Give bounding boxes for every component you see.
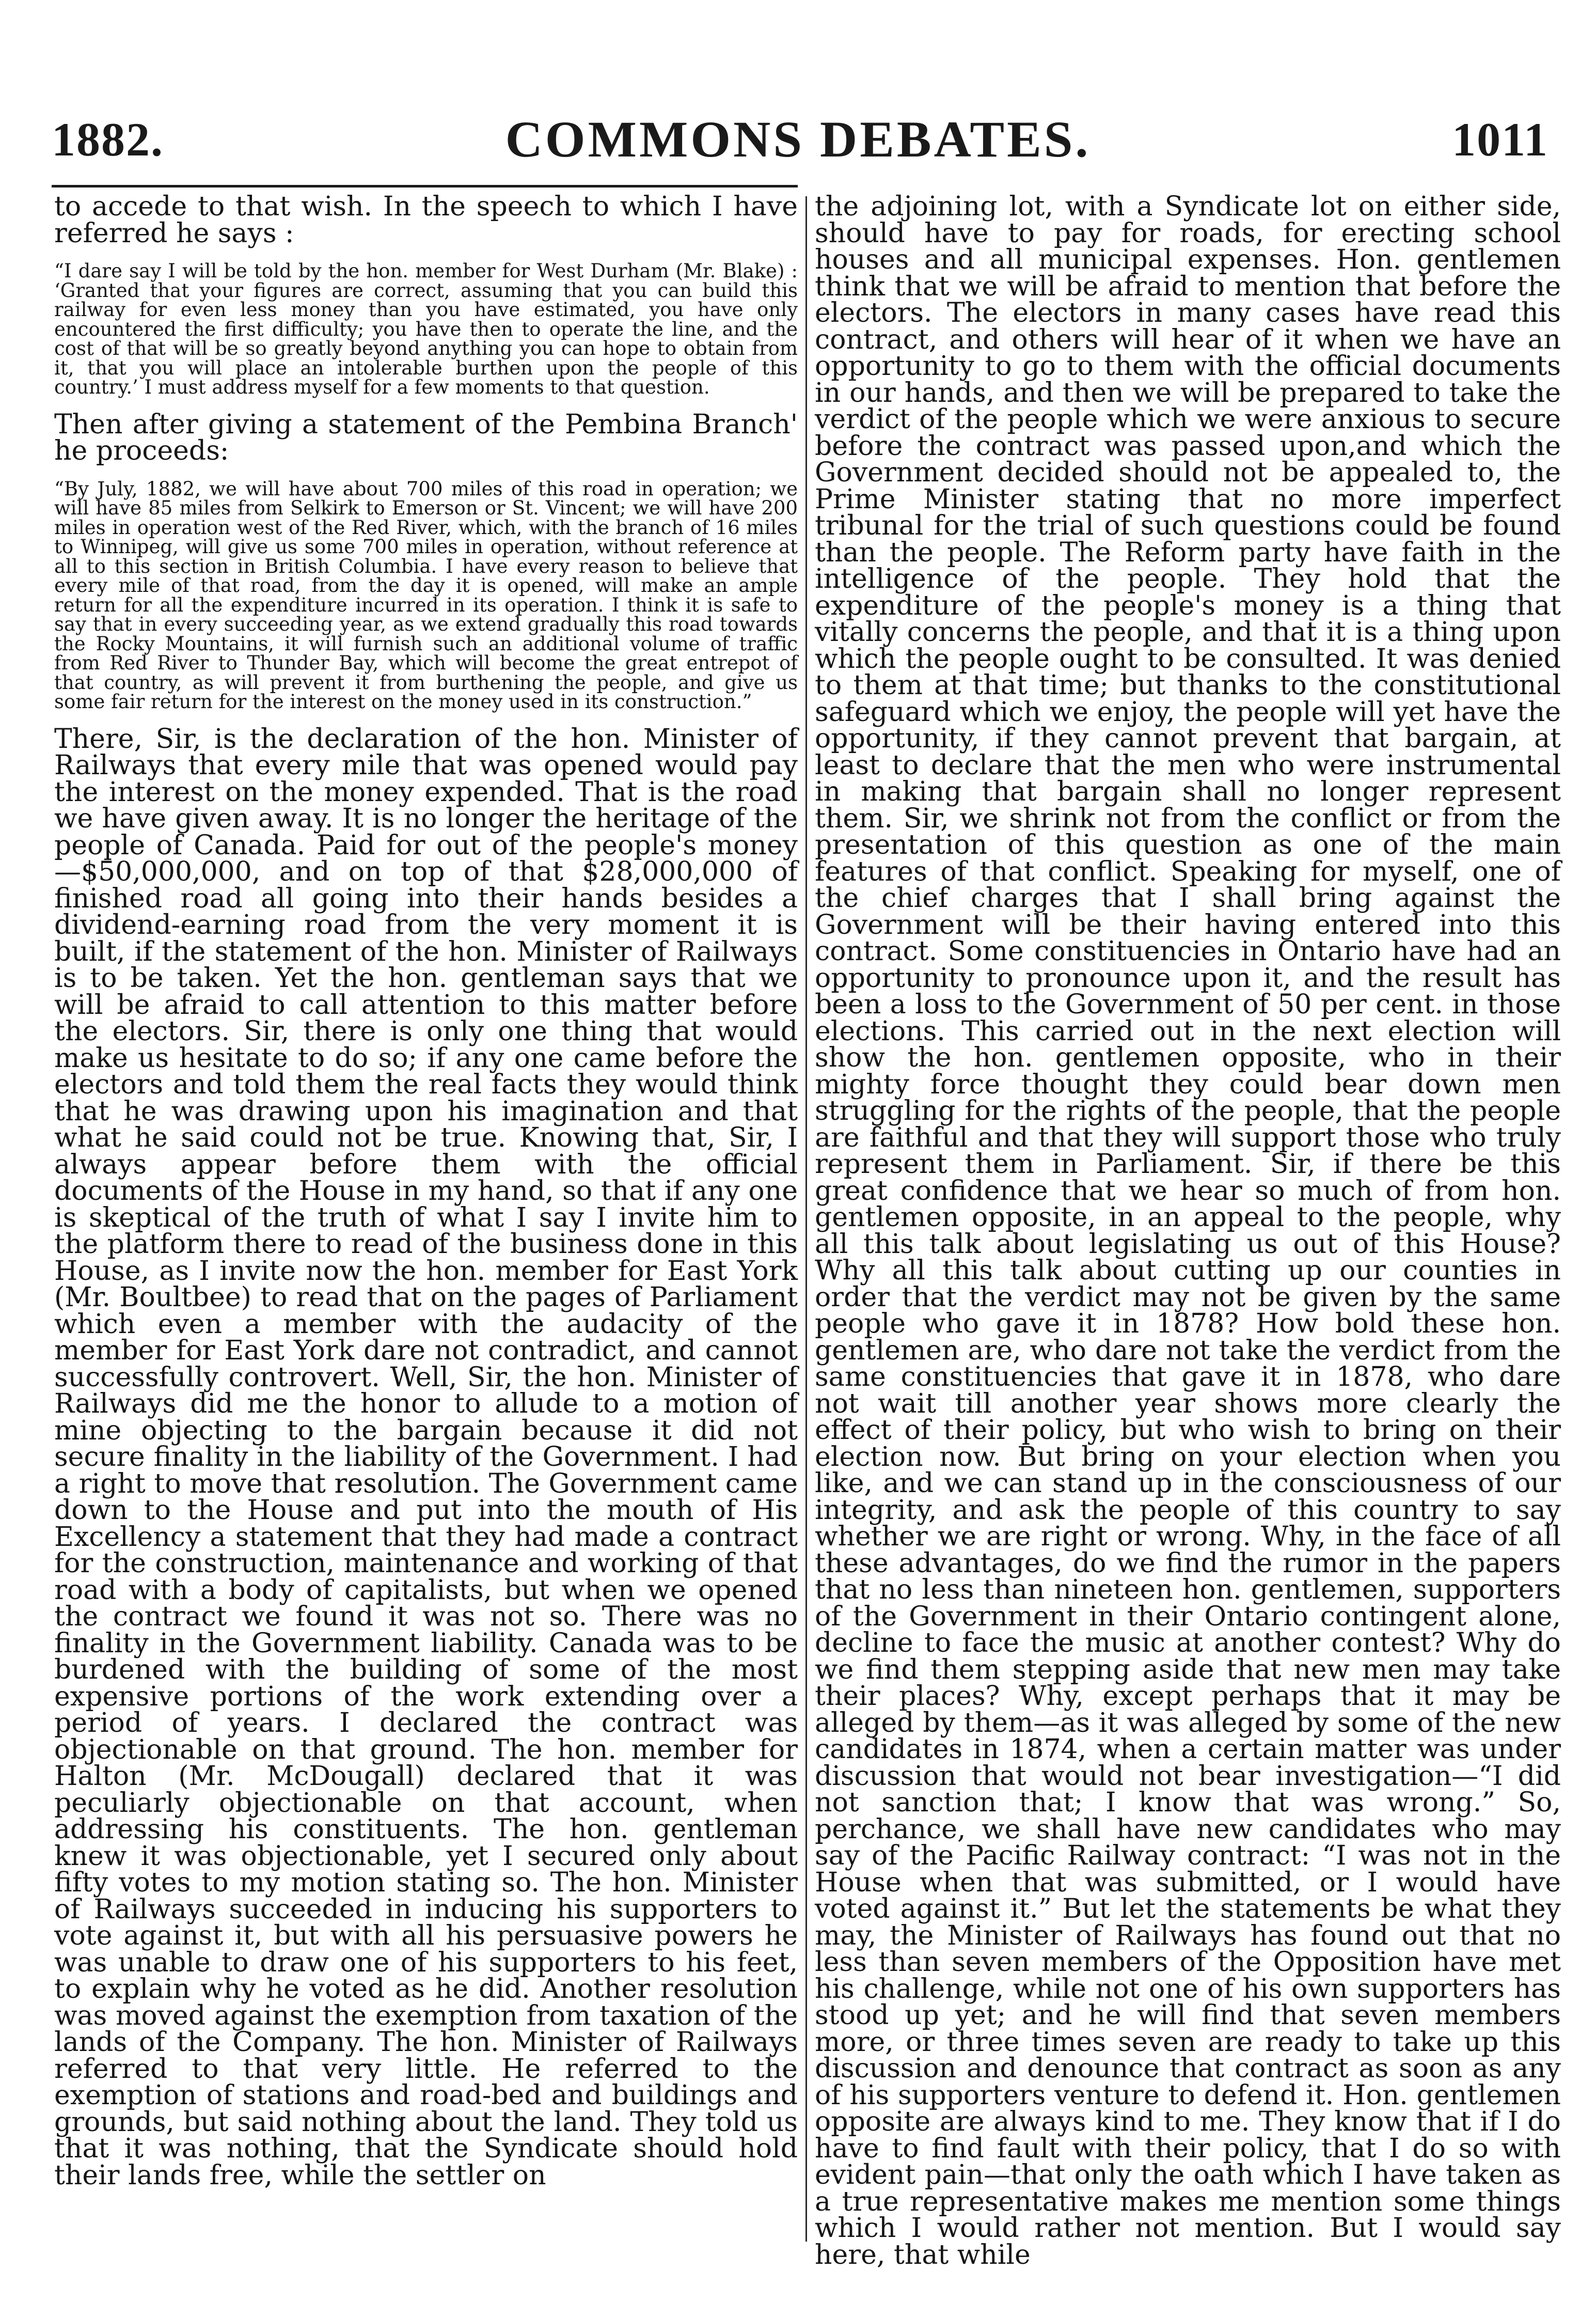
right-column [815, 191, 1561, 2271]
intro-paragraph: to accede to that wish. In the speech to which I have referred he says : [54, 191, 798, 249]
header-year: 1882. [52, 113, 164, 166]
blake-quote: “I dare say I will be told by the hon. member for West Durham (Mr. Blake) : ‘Granted that your figures are correct, assuming that you can build this railway for even less money than you have estimated, you have only encountered the first difficulty; you have then to operate the line, and the cost of that will be so greatly beyond anything you can hope to obtain from it, that you will place an intolerable burthen upon the people of this country.’ I must address myself for a few moments to that question. [54, 260, 798, 398]
header-title: COMMONS DEBATES. [505, 111, 1091, 168]
right-paragraph: the adjoining lot, with a Syndicate lot on either side, should have to pay for roads, for erecting school houses and all municipal expenses. Hon. gentlemen think that we will be afraid to mention that before the electors. The electors in many cases have read this contract, and others will hear of it when we have an opportunity to go to them with the official documents in our hands, and then we will be prepared to take the verdict of the people which we were anxious to secure before the contract was passed upon,and which the Government decided should not be appealed to, the Prime Minister stating that no more imperfect tribunal for the trial of such questions could be found than the people. The Reform party have faith in the intelligence of the people. They hold that the expenditure of the people's money is a thing that vitally concerns the people, and that it is a thing upon which the people ought to be consulted. It was denied to them at that time; but thanks to the constitutional safeguard which we enjoy, the people will yet have the opportunity, if they cannot prevent that bargain, at least to declare that the men who were instrumental in making that bargain shall no longer represent them. Sir, we shrink not from the conflict or from the presentation of this question as one of the main features of that conflict. Speaking for myself, one of the chief charges that I shall bring against the Government will be their having entered into this contract. Some constituencies in Ontario have had an opportunity to pronounce upon it, and the result has been a loss to the Government of 50 per cent. in those elections. This carried out in the next election will show the hon. gentlemen opposite, who in their mighty force thought they could bear down men struggling for the rights of the people, that the people are faithful and that they will support those who truly represent them in Parliament. Sir, if there be this great confidence that we hear so much of from hon. gentlemen opposite, in an appeal to the people, why all this talk about legislating us out of this House? Why all this talk about cutting up our counties in order that the verdict may not be given by the same people who gave it in 1878? How bold these hon. gentlemen are, who dare not take the verdict from the same constituencies that gave it in 1878, who dare not wait till another year shows more clearly the effect of their policy, but who wish to bring on their election now. But bring on your election when you like, and we can stand up in the consciousness of our integrity, and ask the people of this country to say whether we are right or wrong. Why, in the face of all these advantages, do we find the rumor in the papers that no less than nineteen hon. gentlemen, supporters of the Government in their Ontario contingent alone, decline to face the music at another contest? Why do we find them stepping aside that new men may take their places? Why, except perhaps that it may be alleged by them—as it was alleged by some of the new candidates in 1874, when a certain matter was under discussion that would not bear investigation—“I did not sanction that; I know that was wrong.” So, perchance, we shall have new candidates who may say of the Pacific Railway contract: “I was not in the House when that was submitted, or I would have voted against it.” But let the statements be what they may, the Minister of Railways has found out that no less than seven members of the Opposition have met his challenge, while not one of his own supporters has stood up yet; and he will find that seven members more, or three times seven are ready to take up this discussion and denounce that contract as soon as any of his supporters venture to defend it. Hon. gentlemen opposite are always kind to me. They know that if I do have to find fault with their policy, that I do so with evident pain—that only the oath which I have taken as a true representative makes me mention some things which I would rather not mention. But I would say here, that while [815, 191, 1561, 2271]
header-rule [52, 185, 798, 187]
main-paragraph: There, Sir, is the declaration of the hon. Minister of Railways that every mile that was opened would pay the interest on the money expended. That is the road we have given away. It is no longer the heritage of the people of Canada. Paid for out of the people's money—$50,000,000, and on top of that $28,000,000 of finished road all going into their hands besides a dividend-earning road from the very moment it is built, if the statement of the hon. Minister of Railways is to be taken. Yet the hon. gentleman says that we will be afraid to call attention to this matter before the electors. Sir, there is only one thing that would make us hesitate to do so; if any one came before the electors and told them the real facts they would think that he was drawing upon his imagination and that what he said could not be true. Knowing that, Sir, I always appear before them with the official documents of the House in my hand, so that if any one is skeptical of the truth of what I say I invite him to the platform there to read of the business done in this House, as I invite now the hon. member for East York (Mr. Boultbee) to read that on the pages of Parliament which even a member with the audacity of the member for East York dare not contradict, and cannot successfully controvert. Well, Sir, the hon. Minister of Railways did me the honor to allude to a motion of mine objecting to the bargain because it did not secure finality in the liability of the Government. I had a right to move that resolution. The Government came down to the House and put into the mouth of His Excellency a statement that they had made a contract for the construction, maintenance and working of that road with a body of capitalists, but when we opened the contract we found it was not so. There was no finality in the Government liability. Canada was to be burdened with the building of some of the most expensive portions of the work extending over a period of years. I declared the contract was objectionable on that ground. The hon. member for Halton (Mr. McDougall) declared that it was peculiarly objectionable on that account, when addressing his constituents. The hon. gentleman knew it was objectionable, yet I secured only about fifty votes to my motion stating so. The hon. Minister of Railways succeeded in inducing his supporters to vote against it, but with all his persuasive powers he was unable to draw one of his supporters to his feet, to explain why he voted as he did. Another resolution was moved against the exemption from taxation of the lands of the Company. The hon. Minister of Railways referred to that very little. He referred to the exemption of stations and road-bed and buildings and grounds, but said nothing about the land. They told us that it was nothing, that the Syndicate should hold their lands free, while the settler on [54, 723, 798, 2191]
header-page-number: 1011 [1452, 113, 1548, 166]
left-column [54, 191, 798, 2252]
pembina-paragraph: Then after giving a statement of the Pembina Branch' he proceeds: [54, 409, 798, 466]
minister-quote: “By July, 1882, we will have about 700 miles of this road in operation; we will have 85 miles from Selkirk to Emerson or St. Vincent; we will have 200 miles in operation west of the Red River, which, with the branch of 16 miles to Winnipeg, will give us some 700 miles in operation, without reference at all to this section in British Columbia. I have every reason to believe that every mile of that road, from the day it is opened, will make an ample return for all the expenditure incurred in its operation. I think it is safe to say that in every succeeding year, as we extend gradually this road towards the Rocky Mountains, it will furnish such an additional volume of traffic from Red River to Thunder Bay, which will become the great entrepot of that country, as will prevent it from burthening the people, and give us some fair return for the interest on the money used in its construction.” [54, 477, 798, 713]
column-divider [805, 196, 807, 2242]
